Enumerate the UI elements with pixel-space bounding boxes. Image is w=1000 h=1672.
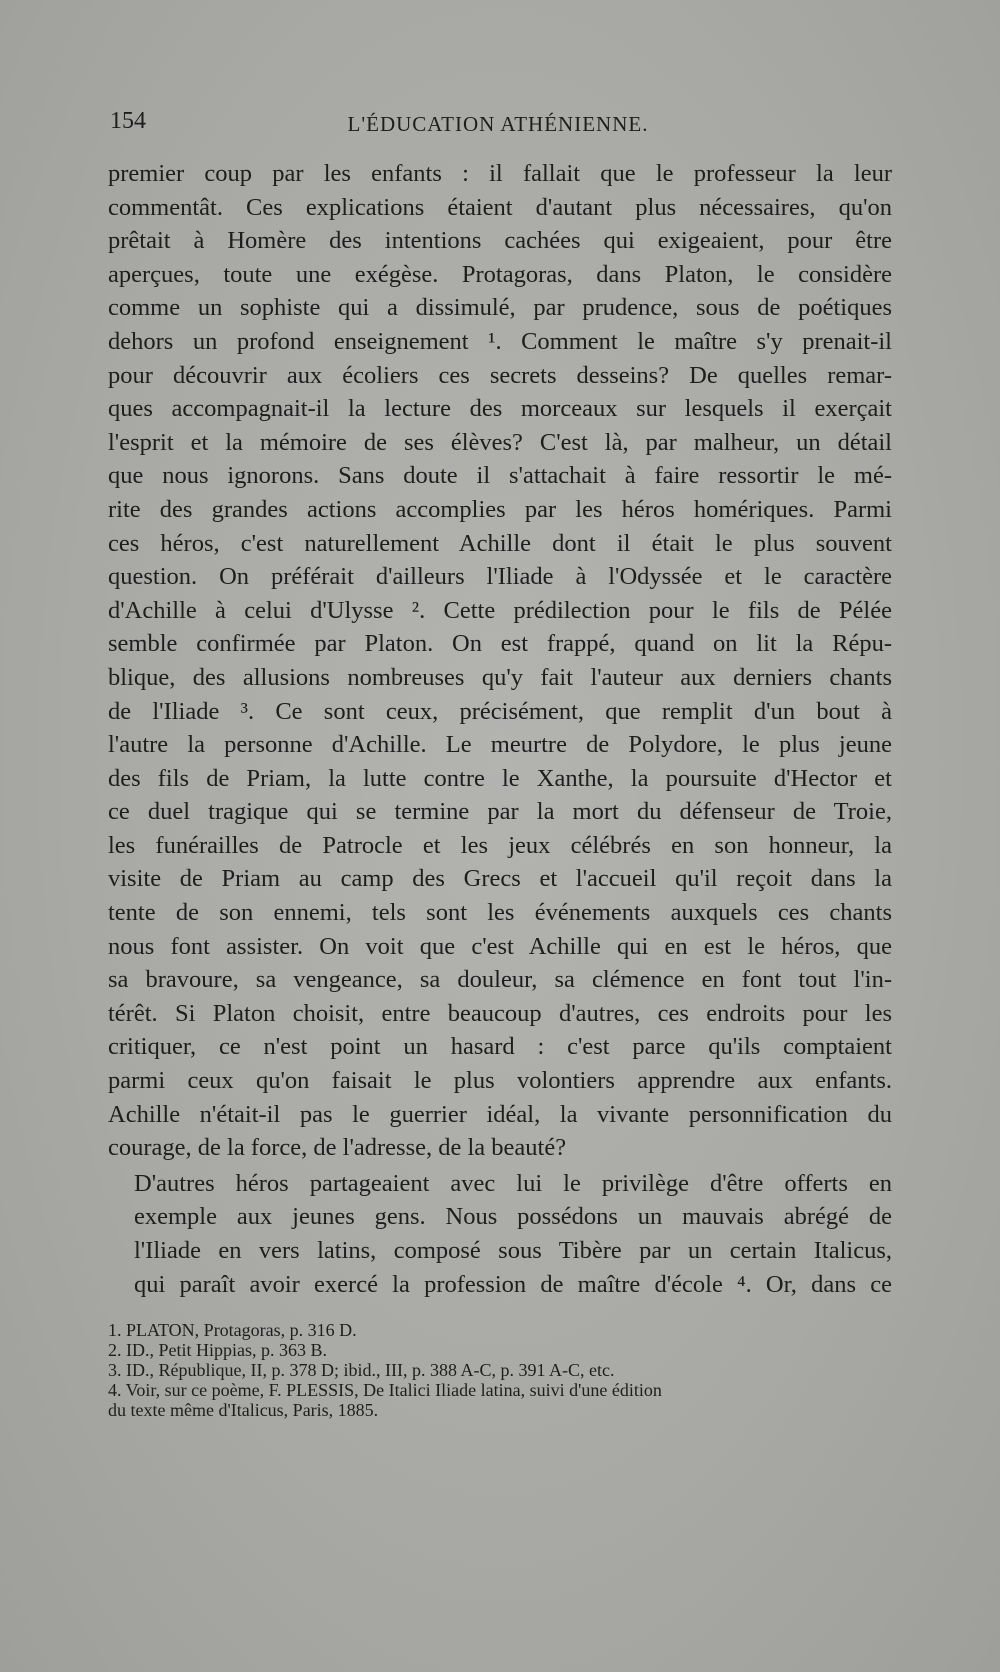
footnote-1: 1. PLATON, Protagoras, p. 316 D.	[108, 1320, 357, 1340]
text-line: D'autres héros partageaient avec lui le privilège d'être offerts en	[134, 1169, 892, 1197]
text-line: qui paraît avoir exercé la profession de maître d'école ⁴. Or, dans ce	[134, 1270, 892, 1298]
footnotes	[108, 1320, 892, 1420]
paragraph-2	[108, 1167, 892, 1301]
text-line: aperçues, toute une exégèse. Protagoras, dans Platon, le considère	[108, 260, 892, 288]
text-line: parmi ceux qu'on faisait le plus volontiers apprendre aux enfants.	[108, 1067, 892, 1095]
text-line: rite des grandes actions accomplies par les héros homériques. Parmi	[108, 495, 892, 523]
page-number: 154	[110, 108, 146, 134]
text-line: nous font assister. On voit que c'est Achille qui en est le héros, que	[108, 932, 892, 960]
text-line: comme un sophiste qui a dissimulé, par prudence, sous de poétiques	[108, 294, 892, 322]
footnote-2: 2. ID., Petit Hippias, p. 363 B.	[108, 1340, 327, 1360]
text-line: ce duel tragique qui se termine par la mort du défenseur de Troie,	[108, 798, 892, 826]
text-line: térêt. Si Platon choisit, entre beaucoup d'autres, ces endroits pour les	[108, 999, 892, 1027]
text-line: les funérailles de Patrocle et les jeux célébrés en son honneur, la	[108, 831, 892, 859]
text-line: de l'Iliade ³. Ce sont ceux, précisément, que remplit d'un bout à	[108, 697, 892, 725]
text-line: prêtait à Homère des intentions cachées qui exigeaient, pour être	[108, 227, 892, 255]
text-line: premier coup par les enfants : il fallait que le professeur la leur	[108, 160, 892, 187]
text-line: des fils de Priam, la lutte contre le Xanthe, la poursuite d'Hector et	[108, 764, 892, 792]
text-line: tente de son ennemi, tels sont les événements auxquels ces chants	[108, 899, 892, 927]
text-line: ces héros, c'est naturellement Achille dont il était le plus souvent	[108, 529, 892, 557]
text-line: l'autre la personne d'Achille. Le meurtre de Polydore, le plus jeune	[108, 731, 892, 759]
text-line: d'Achille à celui d'Ulysse ². Cette prédilection pour le fils de Pélée	[108, 596, 892, 624]
text-line: blique, des allusions nombreuses qu'y fait l'auteur aux derniers chants	[108, 663, 892, 691]
paragraph-1	[108, 157, 892, 1165]
running-title: L'ÉDUCATION ATHÉNIENNE.	[347, 112, 649, 136]
body-text	[108, 157, 892, 1301]
footnote-4-continuation: du texte même d'Italicus, Paris, 1885.	[108, 1400, 379, 1420]
text-line: l'esprit et la mémoire de ses élèves? C'est là, par malheur, un détail	[108, 428, 892, 456]
text-line: Achille n'était-il pas le guerrier idéal, la vivante personnification du	[108, 1100, 892, 1128]
footnote-4: 4. Voir, sur ce poème, F. PLESSIS, De Italici Iliade latina, suivi d'une édition	[108, 1380, 662, 1400]
text-line: sa bravoure, sa vengeance, sa douleur, sa clémence en font tout l'in-	[108, 966, 892, 994]
running-head	[110, 108, 886, 144]
text-line: ques accompagnait-il la lecture des morceaux sur lesquels il exerçait	[108, 395, 892, 423]
text-line: visite de Priam au camp des Grecs et l'accueil qu'il reçoit dans la	[108, 865, 892, 893]
footnote-3: 3. ID., République, II, p. 378 D; ibid., III, p. 388 A-C, p. 391 A-C, etc.	[108, 1360, 615, 1380]
text-line: que nous ignorons. Sans doute il s'attachait à faire ressortir le mé-	[108, 462, 892, 490]
text-line: pour découvrir aux écoliers ces secrets desseins? De quelles remar-	[108, 361, 892, 389]
text-line: question. On préférait d'ailleurs l'Iliade à l'Odyssée et le caractère	[108, 563, 892, 591]
text-line: exemple aux jeunes gens. Nous possédons un mauvais abrégé de	[134, 1203, 892, 1231]
text-line: dehors un profond enseignement ¹. Comment le maître s'y prenait-il	[108, 327, 892, 355]
text-line: courage, de la force, de l'adresse, de la beauté?	[108, 1134, 567, 1162]
text-line: l'Iliade en vers latins, composé sous Tibère par un certain Italicus,	[134, 1237, 892, 1264]
text-line: critiquer, ce n'est point un hasard : c'est parce qu'ils comptaient	[108, 1033, 892, 1061]
text-line: commentât. Ces explications étaient d'autant plus nécessaires, qu'on	[108, 193, 892, 221]
text-line: semble confirmée par Platon. On est frappé, quand on lit la Répu-	[108, 630, 892, 658]
